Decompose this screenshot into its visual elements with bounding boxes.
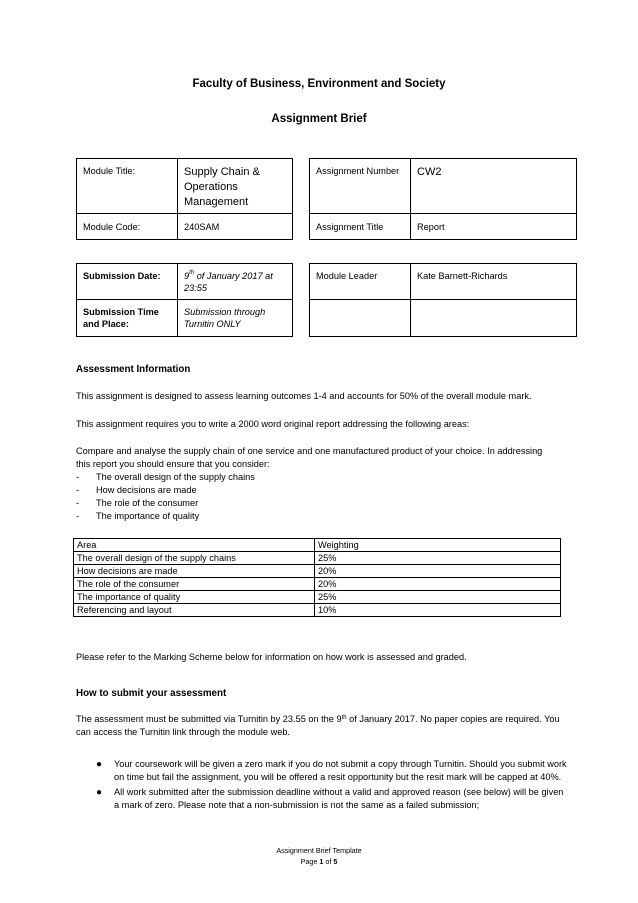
submission-place-value: Submission through Turnitin ONLY [178,300,293,337]
list-item: - The role of the consumer [76,497,556,510]
table-cell: 25% [315,552,561,565]
module-info-table [76,158,577,240]
submission-rules-list [88,758,568,814]
submission-date-label: Submission Date: [77,264,178,300]
table-row [74,578,561,591]
table-cell: 20% [315,578,561,591]
assignment-title-label: Assignment Title [310,213,411,239]
footer-template-name: Assignment Brief Template [276,846,362,855]
table-cell: 20% [315,565,561,578]
table-cell: The overall design of the supply chains [74,552,315,565]
list-item: ● Your coursework will be given a zero mark if you do not submit a copy through Turnitin. Should you submit work on time but fail the assignment, you will be offered a resit opportunity but the resit mark will be capped at 40%. [96,759,567,782]
assignment-number-label: Assignment Number [310,159,411,214]
table-cell: 10% [315,604,561,617]
assignment-title-value: Report [411,213,577,239]
module-title-value: Supply Chain & Operations Management [178,159,293,214]
column-header: Area [74,539,315,552]
module-title-label: Module Title: [77,159,178,214]
table-cell: 25% [315,591,561,604]
table-cell: The role of the consumer [74,578,315,591]
footer-page-number: Page 1 of 5 [300,857,338,866]
table-cell: How decisions are made [74,565,315,578]
table-row [74,604,561,617]
submit-heading: How to submit your assessment [76,688,227,699]
assessment-para-2: This assignment requires you to write a 2000 word original report addressing the following areas: [76,419,470,429]
module-leader-label: Module Leader [310,264,411,300]
faculty-heading: Faculty of Business, Environment and Society [192,78,446,90]
submission-date-value: 9th of January 2017 at 23:55 [178,264,293,300]
assessment-heading: Assessment Information [76,364,191,375]
assignment-number-value: CW2 [411,159,577,214]
weighting-table [73,538,561,617]
table-cell: Referencing and layout [74,604,315,617]
list-item: - The importance of quality [76,510,556,523]
list-item: ● All work submitted after the submission deadline without a valid and approved reason (see below) will be given a mark of zero. Please note that a non-submission is not the same as a failed submission; [96,787,564,810]
document-title: Assignment Brief [271,113,367,125]
table-row [74,565,561,578]
bullet-icon: ● [96,787,103,798]
assessment-para-3: Compare and analyse the supply chain of one service and one manufactured product of your choice. In addressing this report you should ensure that you consider: [76,446,543,469]
assessment-para-1: This assignment is designed to assess learning outcomes 1-4 and accounts for 50% of the overall module mark. [76,391,532,401]
bullet-icon: ● [96,759,103,770]
table-cell: The importance of quality [74,591,315,604]
module-code-value: 240SAM [178,213,293,239]
submit-para: The assessment must be submitted via Turnitin by 23.55 on the 9th of January 2017. No paper copies are required. You can access the Turnitin link through the module web. [76,714,560,737]
table-header-row [74,539,561,552]
submission-place-label: Submission Time and Place: [77,300,178,337]
list-item: - How decisions are made [76,484,556,497]
considerations-list [76,471,556,523]
list-item: - The overall design of the supply chains [76,471,556,484]
marking-scheme-note: Please refer to the Marking Scheme below for information on how work is assessed and graded. [76,652,467,662]
column-header: Weighting [315,539,561,552]
module-code-label: Module Code: [77,213,178,239]
table-row [74,591,561,604]
module-leader-value: Kate Barnett-Richards [411,264,577,300]
submission-info-table [76,263,577,337]
table-row [74,552,561,565]
